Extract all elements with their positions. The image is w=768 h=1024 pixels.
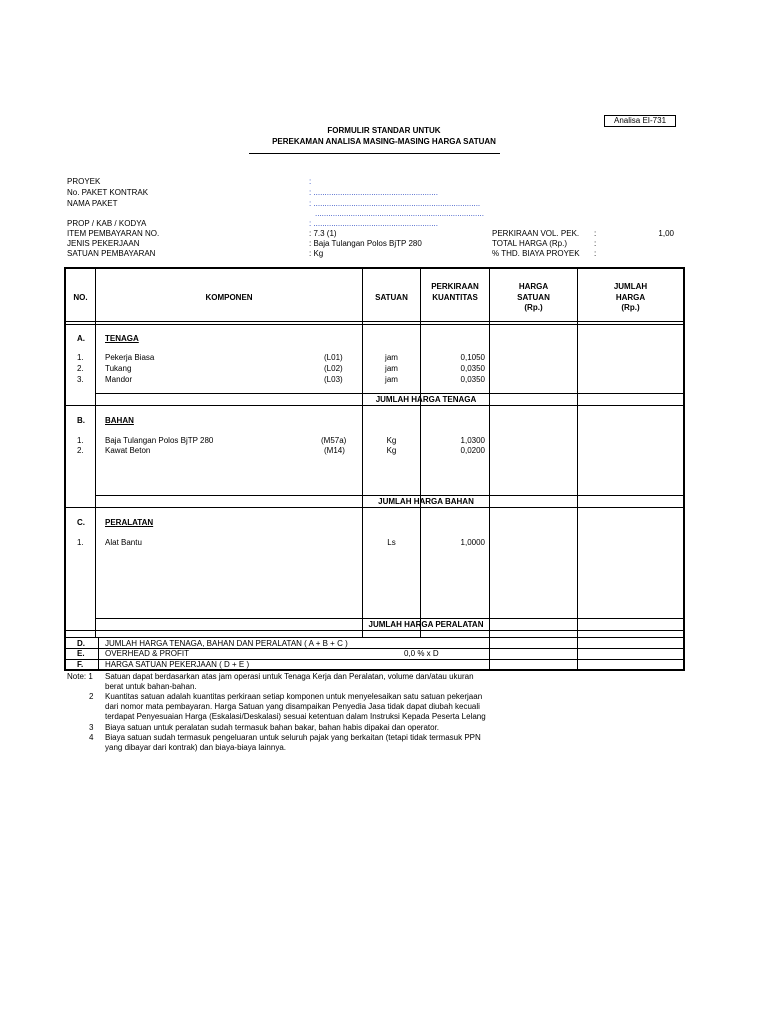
table-outer-border (64, 267, 685, 671)
c-item-name: Alat Bantu (105, 538, 142, 547)
note-4-line2: yang dibayar dari kontrak) dan biaya-biaya lainnya. (105, 743, 286, 752)
a-item-unit: jam (385, 364, 398, 373)
c-total-top (95, 618, 683, 619)
paket-label: No. PAKET KONTRAK (67, 188, 149, 197)
a-item-code: (L02) (324, 364, 343, 373)
b-item-name: Kawat Beton (105, 446, 151, 455)
col-divider-no (95, 269, 96, 637)
a-total-bottom (66, 405, 683, 406)
header-divider (66, 321, 683, 322)
col-divider-harga (577, 269, 578, 669)
note-2-line2: dari nomor mata pembayaran. Harga Satuan yang disampaikan Penyedia Jasa tidak dapat diubah kecuali (105, 702, 480, 711)
summary-e-text: OVERHEAD & PROFIT (105, 649, 190, 658)
a-item-name: Tukang (105, 364, 132, 373)
b-item-qty: 1,0300 (460, 436, 485, 445)
satuan-label: SATUAN PEMBAYARAN (67, 249, 156, 258)
section-a-title: TENAGA (105, 334, 139, 343)
note-1-line2: berat untuk bahan-bahan. (105, 682, 197, 691)
c-total-bottom (66, 630, 683, 631)
b-total-label: JUMLAH HARGA BAHAN (378, 497, 474, 506)
header-no: NO. (73, 293, 88, 302)
form-title-line2: PEREKAMAN ANALISA MASING-MASING HARGA SATUAN (272, 137, 496, 146)
a-item-no: 2. (77, 364, 84, 373)
note-2-line3: terdapat Penyesuaian Harga (Eskalasi/Deskalasi) sesuai ketentuan dalam Instruksi Kepada Peserta Lelang (105, 712, 486, 721)
section-a-letter: A. (77, 334, 85, 343)
a-total-label: JUMLAH HARGA TENAGA (375, 395, 477, 404)
summary-e-letter: E. (77, 649, 85, 658)
total-label: TOTAL HARGA (Rp.) (492, 239, 567, 248)
note-4-line1: Biaya satuan sudah termasuk pengeluaran untuk seluruh pajak yang berkaitan (tetapi tidak termasuk PPN (105, 733, 481, 742)
section-c-title: PERALATAN (105, 518, 154, 527)
section-b-letter: B. (77, 416, 85, 425)
nama-paket-value-cont: ............................................................................ (315, 209, 484, 218)
summary-letter-divider (98, 637, 99, 669)
title-underline (249, 153, 500, 154)
header-harga-3: (Rp.) (524, 303, 543, 312)
a-item-code: (L01) (324, 353, 343, 362)
b-item-no: 1. (77, 436, 84, 445)
note-2-line1: Kuantitas satuan adalah kuantitas perkiraan setiap komponen untuk menyelesaikan satu satuan pekerjaan (105, 692, 483, 701)
a-item-no: 3. (77, 375, 84, 384)
jenis-value: : Baja Tulangan Polos BjTP 280 (309, 239, 422, 248)
header-harga-2: SATUAN (517, 293, 550, 302)
a-item-unit: jam (385, 353, 398, 362)
vol-label: PERKIRAAN VOL. PEK. (492, 229, 580, 238)
b-item-code: (M57a) (321, 436, 347, 445)
b-item-code: (M14) (324, 446, 345, 455)
prop-value: : ........................................................ (309, 219, 438, 228)
c-item-no: 1. (77, 538, 84, 547)
pct-label: % THD. BIAYA PROYEK (492, 249, 580, 258)
summary-f-letter: F. (77, 660, 84, 669)
c-item-qty: 1,0000 (460, 538, 485, 547)
proyek-label: PROYEK (67, 177, 101, 186)
a-item-no: 1. (77, 353, 84, 362)
c-item-unit: Ls (387, 538, 396, 547)
item-label: ITEM PEMBAYARAN NO. (67, 229, 160, 238)
note-3-number: 3 (89, 723, 94, 732)
a-item-unit: jam (385, 375, 398, 384)
header-jumlah-1: JUMLAH (613, 282, 648, 291)
summary-d-text: JUMLAH HARGA TENAGA, BAHAN DAN PERALATAN ( A + B + C ) (105, 639, 348, 648)
header-harga-1: HARGA (518, 282, 549, 291)
jenis-label: JENIS PEKERJAAN (67, 239, 140, 248)
header-jumlah-3: (Rp.) (621, 303, 640, 312)
header-kuantitas-1: PERKIRAAN (431, 282, 479, 291)
summary-d-letter: D. (77, 639, 85, 648)
b-total-top (95, 495, 683, 496)
header-jumlah-2: HARGA (615, 293, 646, 302)
col-divider-kuantitas (489, 269, 490, 669)
section-c-letter: C. (77, 518, 85, 527)
header-komponen: KOMPONEN (205, 293, 253, 302)
note-4-number: 4 (89, 733, 94, 742)
section-b-title: BAHAN (105, 416, 134, 425)
summary-f-text: HARGA SATUAN PEKERJAAN ( D + E ) (105, 660, 250, 669)
a-item-code: (L03) (324, 375, 343, 384)
vol-value: 1,00 (658, 229, 674, 238)
b-item-no: 2. (77, 446, 84, 455)
a-item-qty: 0,0350 (460, 364, 485, 373)
summary-e-percentage: 0,0 % x D (404, 649, 439, 658)
b-item-name: Baja Tulangan Polos BjTP 280 (105, 436, 214, 445)
header-kuantitas-2: KUANTITAS (432, 293, 478, 302)
pct-colon: : (594, 249, 597, 258)
a-item-name: Pekerja Biasa (105, 353, 155, 362)
satuan-value: : Kg (309, 249, 324, 258)
header-divider-2 (66, 324, 683, 325)
total-colon: : (594, 239, 597, 248)
header-satuan: SATUAN (375, 293, 408, 302)
prop-label: PROP / KAB / KODYA (67, 219, 147, 228)
nama-paket-value: : ........................................................................... (309, 199, 481, 208)
a-item-name: Mandor (105, 375, 133, 384)
c-total-label: JUMLAH HARGA PERALATAN (368, 620, 484, 629)
proyek-value: : (309, 177, 312, 186)
note-2-number: 2 (89, 692, 94, 701)
form-title-line1: FORMULIR STANDAR UNTUK (327, 126, 441, 135)
analysis-code-box: Analisa EI-731 (604, 115, 676, 127)
b-item-unit: Kg (386, 436, 397, 445)
note-1-line1: Satuan dapat berdasarkan atas jam operasi untuk Tenaga Kerja dan Peralatan, volume dan/atau ukuran (105, 672, 474, 681)
vol-colon: : (594, 229, 597, 238)
nama-paket-label: NAMA PAKET (67, 199, 118, 208)
note-3-text: Biaya satuan untuk peralatan sudah termasuk bahan bakar, bahan habis dipakai dan operator. (105, 723, 440, 732)
b-item-qty: 0,0200 (460, 446, 485, 455)
notes-label: Note: 1 (67, 672, 93, 681)
b-item-unit: Kg (386, 446, 397, 455)
a-item-qty: 0,0350 (460, 375, 485, 384)
paket-value: : ........................................................ (309, 188, 438, 197)
a-total-top (95, 393, 683, 394)
a-item-qty: 0,1050 (460, 353, 485, 362)
item-value: : 7.3 (1) (309, 229, 337, 238)
b-total-bottom (66, 507, 683, 508)
d-row-top (66, 637, 683, 638)
